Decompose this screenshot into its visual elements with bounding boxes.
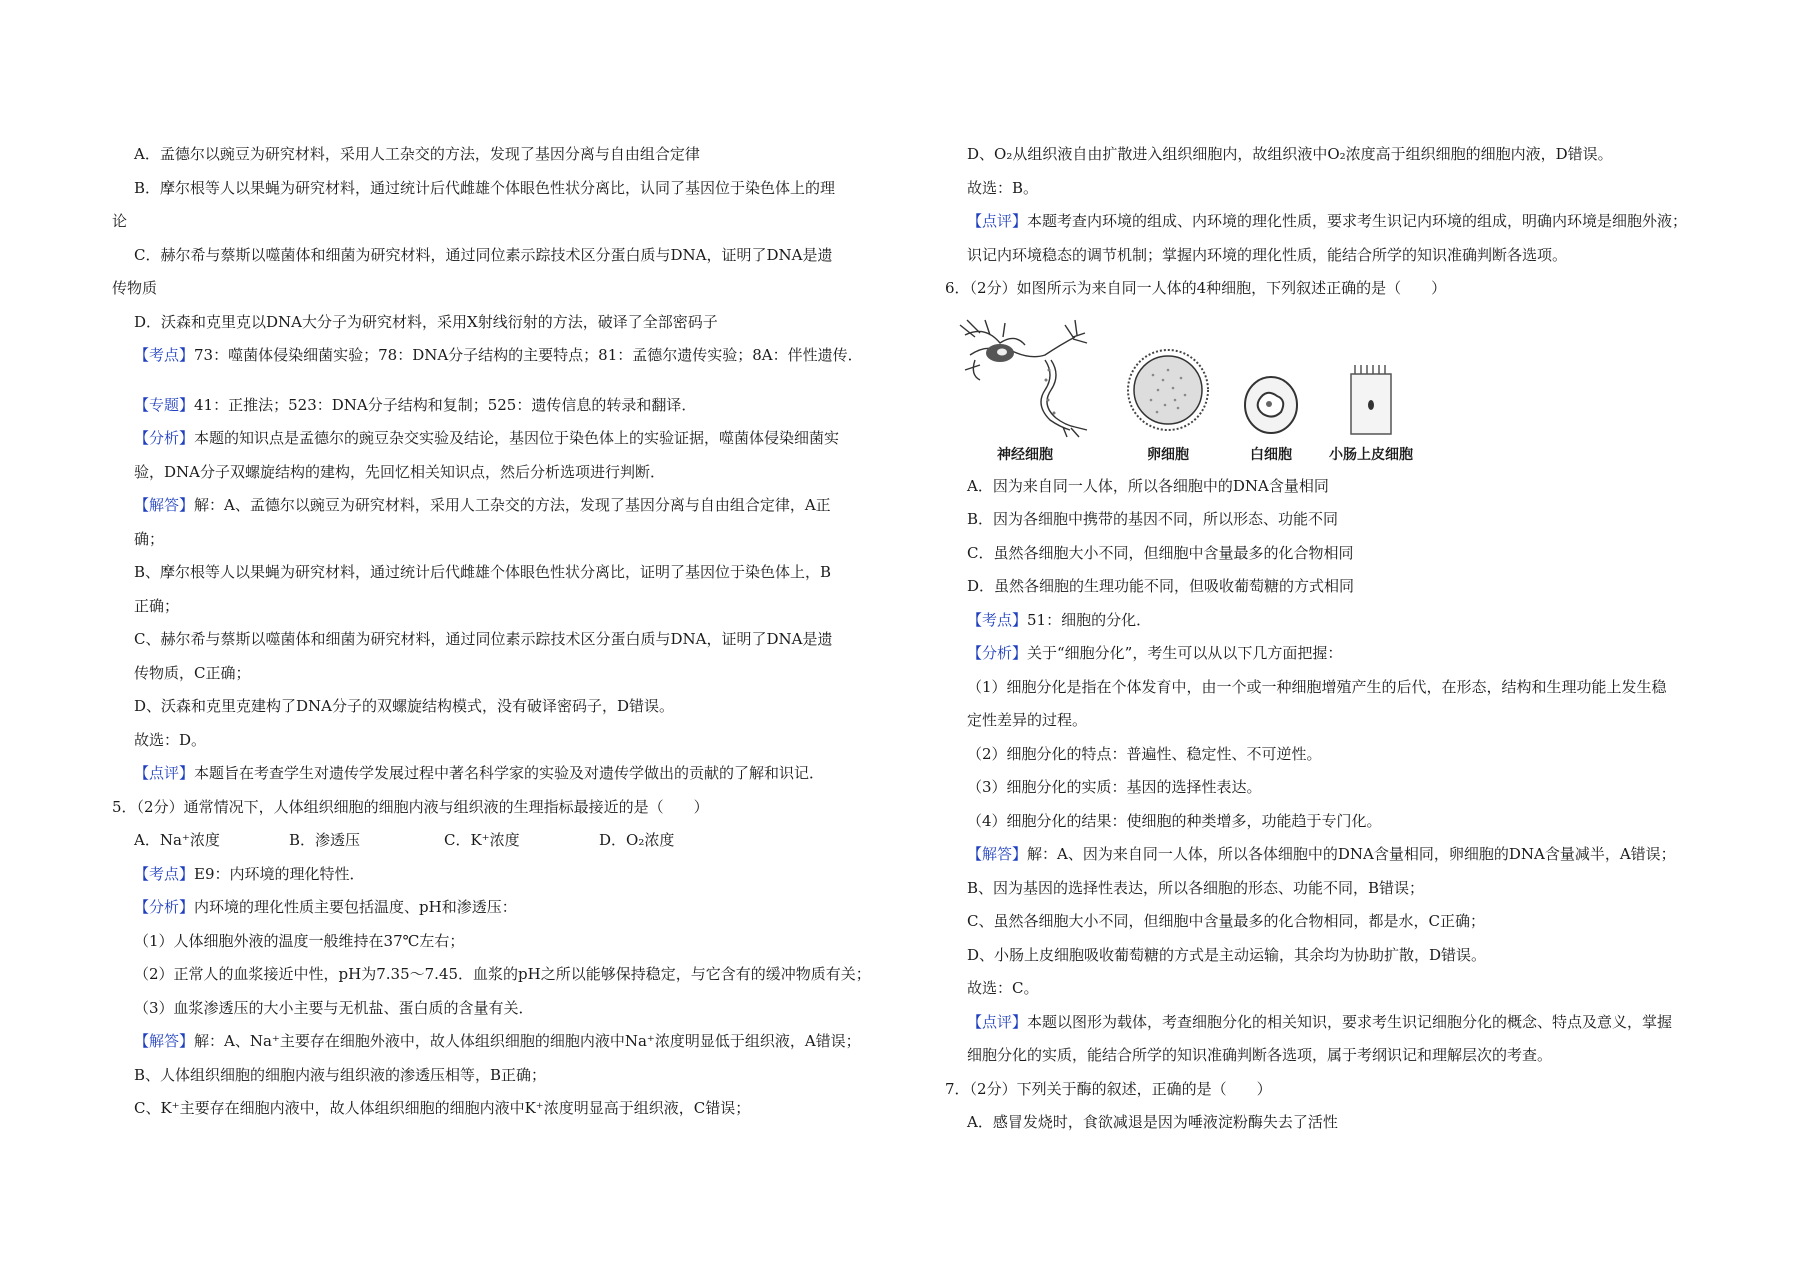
q6-jieda bbox=[945, 838, 1735, 872]
q4-jieda-line: 确； bbox=[134, 529, 165, 548]
q5-jieda-tag: 【解答】 bbox=[134, 1032, 195, 1050]
q4-option-d: D．沃森和克里克以DNA大分子为研究材料，采用X射线衍射的方法，破译了全部密码子 bbox=[134, 312, 718, 331]
q5-kaodian bbox=[112, 858, 902, 892]
q5-fenxi-text: 内环境的理化性质主要包括温度、pH和渗透压： bbox=[194, 898, 517, 916]
q5-jieda-line: C、K⁺主要存在细胞内液中，故人体组织细胞的细胞内液中K⁺浓度明显高于组织液，C错误； bbox=[134, 1099, 751, 1117]
q6-fenxi-line: （1）细胞分化是指在个体发育中，由一个或一种细胞增殖产生的后代，在形态，结构和生理功能上发生稳 bbox=[967, 677, 1667, 696]
q4-jieda bbox=[112, 489, 902, 523]
dianping-text: 本题旨在考查学生对遗传学发展过程中著名科学家的实验及对遗传学做出的贡献的了解和识记． bbox=[194, 764, 825, 782]
q6-jieda-line: C、虽然各细胞大小不同，但细胞中含量最多的化合物相同，都是水，C正确； bbox=[967, 912, 1485, 930]
q6-jieda-tag: 【解答】 bbox=[967, 845, 1028, 863]
q5-jieda-text: 解：A、Na⁺主要存在细胞外液中，故人体组织细胞的细胞内液中Na⁺浓度明显低于组织液，A错误； bbox=[194, 1032, 861, 1050]
q4-jieda-line: 正确； bbox=[134, 596, 180, 615]
q6-dianping bbox=[945, 1006, 1735, 1040]
q4-option-b: B．摩尔根等人以果蝇为研究材料，通过统计后代雌雄个体眼色性状分离比，认同了基因位于染色体上的理 bbox=[134, 178, 836, 197]
q7-option-a: A．感冒发烧时，食欲减退是因为唾液淀粉酶失去了活性 bbox=[967, 1113, 1338, 1131]
q6-kaodian-tag: 【考点】 bbox=[967, 610, 1028, 629]
q6-jieda-line: B、因为基因的选择性表达，所以各细胞的形态、功能不同，B错误； bbox=[967, 878, 1425, 897]
q5-jieda bbox=[112, 1025, 902, 1059]
fenxi-tag: 【分析】 bbox=[134, 429, 195, 447]
left-column bbox=[112, 138, 902, 1126]
jieda-text: 解：A、孟德尔以豌豆为研究材料，采用人工杂交的方法，发现了基因分离与自由组合定律，A正 bbox=[194, 496, 831, 514]
q6-fenxi-text: 关于“细胞分化”，考生可以从以下几方面把握： bbox=[1027, 644, 1343, 662]
intestinal-cell-label: 小肠上皮细胞 bbox=[1329, 446, 1413, 463]
neuron-label: 神经细胞 bbox=[997, 446, 1053, 463]
q6-option-d: D．虽然各细胞的生理功能不同，但吸收葡萄糖的方式相同 bbox=[967, 577, 1355, 595]
q6-jieda-text: 解：A、因为来自同一人体，所以各体细胞中的DNA含量相同，卵细胞的DNA含量减半，A错误； bbox=[1027, 845, 1676, 863]
q5-option-c: C．K⁺浓度 bbox=[444, 831, 520, 849]
q5-dianping-tag: 【点评】 bbox=[967, 212, 1028, 230]
spacer bbox=[112, 373, 902, 389]
q5-jieda-line: B、人体组织细胞的细胞内液与组织液的渗透压相等，B正确； bbox=[134, 1065, 547, 1084]
q4-jieda-line: 传物质，C正确； bbox=[134, 663, 251, 682]
q6-dianping-cont: 细胞分化的实质，能结合所学的知识准确判断各选项，属于考纲识记和理解层次的考查。 bbox=[967, 1046, 1553, 1064]
q6-stem: 6．（2分）如图所示为来自同一人体的4种细胞，下列叙述正确的是（ ） bbox=[945, 279, 1447, 297]
zhuanti-tag: 【专题】 bbox=[134, 395, 195, 414]
q6-jieda-line: D、小肠上皮细胞吸收葡萄糖的方式是主动运输，其余均为协助扩散，D错误。 bbox=[967, 945, 1487, 964]
q4-option-b-cont: 论 bbox=[112, 212, 128, 230]
q4-fenxi bbox=[112, 422, 902, 456]
q6-fenxi-tag: 【分析】 bbox=[967, 644, 1028, 662]
q5-jieda-d: D、O₂从组织液自由扩散进入组织细胞内，故组织液中O₂浓度高于组织细胞的细胞内液，D错误。 bbox=[967, 145, 1613, 163]
egg-cell-figure bbox=[1123, 340, 1213, 464]
neuron-figure bbox=[955, 315, 1095, 464]
q6-fenxi bbox=[945, 637, 1735, 671]
zhuanti-text: 41：正推法；523：DNA分子结构和复制；525：遗传信息的转录和翻译． bbox=[194, 395, 697, 414]
q6-dianping-text: 本题以图形为载体，考查细胞分化的相关知识，要求考生识记细胞分化的概念、特点及意义，掌握 bbox=[1027, 1012, 1673, 1031]
q5-fenxi-line: （1）人体细胞外液的温度一般维持在37℃左右； bbox=[134, 931, 465, 950]
q5-kaodian-tag: 【考点】 bbox=[134, 864, 195, 883]
egg-cell-label: 卵细胞 bbox=[1147, 446, 1189, 463]
neuron-icon bbox=[955, 315, 1095, 440]
q6-fenxi-line: （2）细胞分化的特点：普遍性、稳定性、不可逆性。 bbox=[967, 744, 1322, 763]
dianping-tag: 【点评】 bbox=[134, 764, 195, 782]
q6-fenxi-line: 定性差异的过程。 bbox=[967, 711, 1088, 729]
q6-option-c: C．虽然各细胞大小不同，但细胞中含量最多的化合物相同 bbox=[967, 543, 1354, 562]
q4-zhuanti bbox=[112, 389, 902, 423]
q6-answer: 故选：C。 bbox=[967, 979, 1039, 997]
kaodian-tag: 【考点】 bbox=[134, 346, 195, 364]
q5-dianping-cont: 识记内环境稳态的调节机制；掌握内环境的理化性质，能结合所学的知识准确判断各选项。 bbox=[967, 245, 1568, 264]
cell-figure bbox=[945, 314, 1735, 464]
fenxi-text: 本题的知识点是孟德尔的豌豆杂交实验及结论，基因位于染色体上的实验证据，噬菌体侵染细菌实 bbox=[194, 429, 840, 447]
q5-option-a: A．Na⁺浓度 bbox=[134, 831, 220, 849]
q6-kaodian-text: 51：细胞的分化． bbox=[1027, 610, 1152, 629]
q5-dianping bbox=[945, 205, 1735, 239]
q4-jieda-line: D、沃森和克里克建构了DNA分子的双螺旋结构模式，没有破译密码子，D错误。 bbox=[134, 697, 675, 715]
q5-dianping-text: 本题考查内环境的组成、内环境的理化性质，要求考生识记内环境的组成，明确内环境是细胞外液； bbox=[1027, 212, 1688, 230]
jieda-tag: 【解答】 bbox=[134, 496, 195, 514]
q6-fenxi-line: （4）细胞分化的结果：使细胞的种类增多，功能趋于专门化。 bbox=[967, 811, 1382, 830]
white-blood-cell-icon bbox=[1241, 370, 1301, 440]
q4-kaodian bbox=[112, 339, 902, 373]
q4-option-c-cont: 传物质 bbox=[112, 279, 158, 297]
kaodian-text: 73：噬菌体侵染细菌实验；78：DNA分子结构的主要特点；81：孟德尔遗传实验；8A：伴性遗传． bbox=[194, 346, 863, 364]
q7-stem: 7．（2分）下列关于酶的叙述，正确的是（ ） bbox=[945, 1079, 1272, 1098]
intestinal-cell-icon bbox=[1336, 360, 1406, 440]
q6-option-a: A．因为来自同一人体，所以各细胞中的DNA含量相同 bbox=[967, 476, 1329, 495]
q6-dianping-tag: 【点评】 bbox=[967, 1012, 1028, 1031]
q6-fenxi-line: （3）细胞分化的实质：基因的选择性表达。 bbox=[967, 778, 1262, 796]
q4-option-a: A．孟德尔以豌豆为研究材料，采用人工杂交的方法，发现了基因分离与自由组合定律 bbox=[134, 145, 700, 163]
q6-option-b: B．因为各细胞中携带的基因不同，所以形态、功能不同 bbox=[967, 510, 1339, 528]
q4-dianping bbox=[112, 757, 902, 791]
q4-fenxi-cont: 验，DNA分子双螺旋结构的建构，先回忆相关知识点，然后分析选项进行判断． bbox=[134, 462, 665, 481]
white-blood-cell-label: 白细胞 bbox=[1250, 446, 1292, 463]
q4-answer: 故选：D。 bbox=[134, 730, 207, 749]
egg-cell-icon bbox=[1123, 340, 1213, 440]
q4-jieda-line: B、摩尔根等人以果蝇为研究材料，通过统计后代雌雄个体眼色性状分离比，证明了基因位于染色体上，B bbox=[134, 563, 832, 581]
intestinal-cell-figure bbox=[1329, 360, 1413, 464]
q5-stem: 5．（2分）通常情况下，人体组织细胞的细胞内液与组织液的生理指标最接近的是（ ） bbox=[112, 797, 709, 816]
q5-fenxi-line: （3）血浆渗透压的大小主要与无机盐、蛋白质的含量有关． bbox=[134, 998, 534, 1017]
q5-kaodian-text: E9：内环境的理化特性． bbox=[194, 864, 365, 883]
white-blood-cell-figure bbox=[1241, 370, 1301, 464]
q5-fenxi-tag: 【分析】 bbox=[134, 898, 195, 916]
q6-kaodian bbox=[945, 604, 1735, 638]
q5-fenxi-line: （2）正常人的血浆接近中性，pH为7.35～7.45．血浆的pH之所以能够保持稳定，与它含有的缓冲物质有关； bbox=[134, 965, 871, 983]
q4-jieda-line: C、赫尔希与蔡斯以噬菌体和细菌为研究材料，通过同位素示踪技术区分蛋白质与DNA，证明了DNA是遗 bbox=[134, 630, 833, 648]
q4-option-c: C．赫尔希与蔡斯以噬菌体和细菌为研究材料，通过同位素示踪技术区分蛋白质与DNA，证明了DNA是遗 bbox=[134, 245, 833, 264]
q5-option-d: D．O₂浓度 bbox=[599, 831, 675, 849]
q5-options bbox=[112, 824, 902, 858]
right-column bbox=[945, 138, 1735, 1140]
q5-fenxi bbox=[112, 891, 902, 925]
q5-option-b: B．渗透压 bbox=[289, 831, 361, 849]
q5-answer: 故选：B。 bbox=[967, 178, 1039, 197]
